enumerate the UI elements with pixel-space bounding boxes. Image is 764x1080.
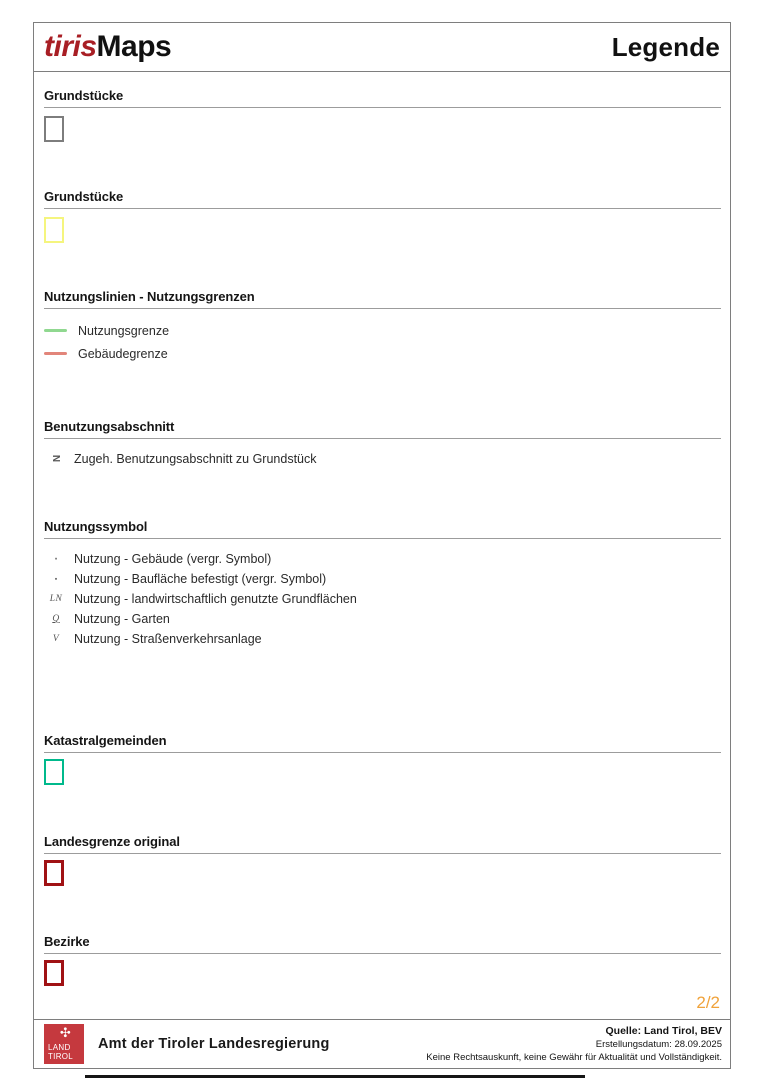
divider (44, 953, 721, 954)
section-nutzungslinien (44, 289, 721, 365)
divider (44, 752, 721, 753)
tirol-eagle-icon: ✣ (59, 1025, 71, 1040)
katastral-swatch (44, 759, 64, 785)
q-symbol-icon: Q (52, 614, 60, 624)
section-title: Grundstücke (44, 88, 124, 103)
parcel-yellow-swatch (44, 217, 64, 243)
logo-tiris: tiris (44, 30, 97, 63)
section-title: Bezirke (44, 934, 90, 949)
legend-label: Nutzung - Straßenverkehrsanlage (74, 632, 262, 646)
divider (44, 538, 721, 539)
divider (44, 853, 721, 854)
section-grundstuecke-1 (44, 88, 721, 142)
section-title: Nutzungslinien - Nutzungsgrenzen (44, 289, 255, 304)
divider (44, 208, 721, 209)
page-header (33, 22, 731, 72)
organization-name: Amt der Tiroler Landesregierung (98, 1036, 330, 1052)
v-symbol-icon: V (52, 634, 60, 644)
section-grundstuecke-2 (44, 189, 721, 243)
section-nutzungssymbol (44, 519, 721, 649)
legend-row-strassenverkehr (44, 629, 721, 649)
legend-row-benutzungsabschnitt (44, 447, 721, 470)
legend-label: Nutzung - Baufläche befestigt (vergr. Symbol) (74, 572, 327, 586)
legend-row-garten (44, 609, 721, 629)
section-bezirke (44, 934, 721, 986)
legend-label: Gebäudegrenze (78, 346, 168, 361)
divider (44, 308, 721, 309)
green-line-swatch (44, 329, 67, 332)
legend-row-gebaeude (44, 549, 721, 569)
legend-label: Zugeh. Benutzungsabschnitt zu Grundstück (74, 451, 317, 466)
section-title: Nutzungssymbol (44, 519, 148, 534)
legend-row-landwirtschaft (44, 589, 721, 609)
footer-meta (426, 1024, 722, 1064)
legend-label: Nutzung - landwirtschaftlich genutzte Grundflächen (74, 592, 357, 606)
legend-row-nutzungsgrenze (44, 319, 721, 342)
section-title: Landesgrenze original (44, 834, 180, 849)
square-symbol-icon: ▪ (54, 575, 58, 583)
bezirke-swatch (44, 960, 64, 986)
section-landesgrenze (44, 834, 721, 886)
section-title: Katastralgemeinden (44, 733, 167, 748)
land-tirol-logo (44, 1024, 84, 1064)
page-number: 2/2 (696, 993, 720, 1012)
legend-content (33, 71, 731, 1020)
landesgrenze-swatch (44, 860, 64, 886)
divider (44, 107, 721, 108)
creation-date-line: Erstellungsdatum: 28.09.2025 (595, 1039, 722, 1050)
viewport-edge-line (85, 1075, 585, 1078)
legend-page (33, 22, 731, 1069)
source-line: Quelle: Land Tirol, BEV (605, 1025, 722, 1037)
legend-label: Nutzung - Gebäude (vergr. Symbol) (74, 552, 272, 566)
tirismaps-logo (44, 30, 171, 64)
red-line-swatch (44, 352, 67, 355)
logo-maps: Maps (96, 30, 172, 63)
divider (44, 438, 721, 439)
section-title: Grundstücke (44, 189, 124, 204)
page-footer (33, 1019, 731, 1069)
section-title: Benutzungsabschnitt (44, 419, 175, 434)
dot-symbol-icon: · (53, 550, 59, 567)
parcel-swatch (44, 116, 64, 142)
rotated-n-icon: N (50, 454, 62, 463)
section-katastralgemeinden (44, 733, 721, 785)
land-tirol-logo-text: LAND TIROL (48, 1042, 74, 1061)
legend-label: Nutzung - Garten (74, 612, 170, 626)
legend-label: Nutzungsgrenze (78, 323, 170, 338)
legend-row-bauflaeche (44, 569, 721, 589)
section-benutzungsabschnitt (44, 419, 721, 470)
disclaimer-line: Keine Rechtsauskunft, keine Gewähr für Aktualität und Vollständigkeit. (426, 1052, 722, 1063)
ln-symbol-icon: LN (49, 594, 63, 604)
legend-row-gebaeudegrenze (44, 342, 721, 365)
page-title: Legende (611, 31, 720, 62)
